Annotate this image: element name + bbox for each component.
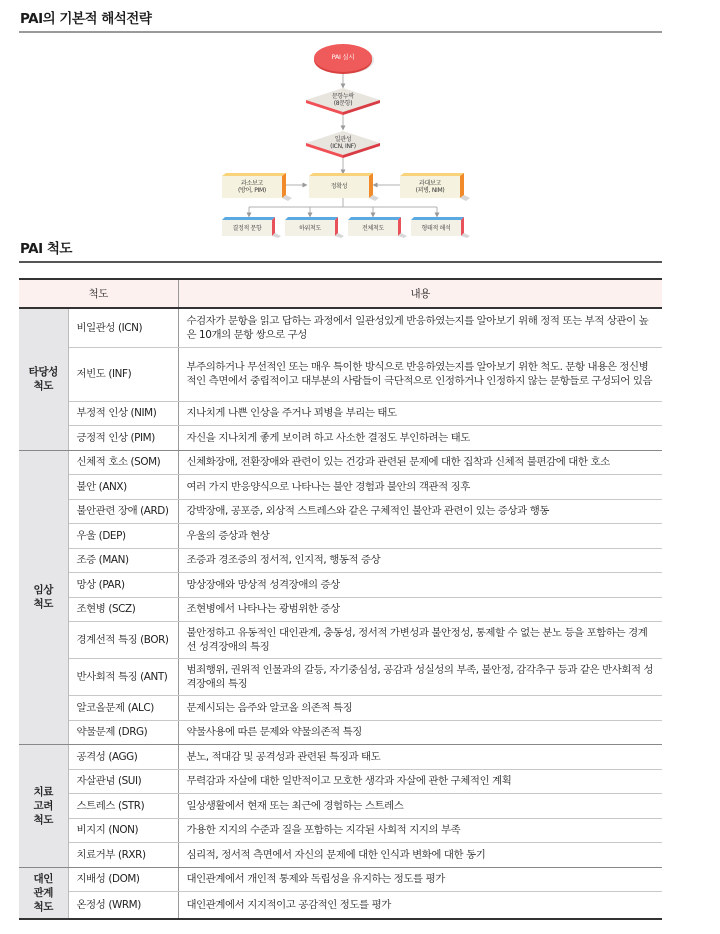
accuracy-label: 정확성 [330,183,348,190]
table-row [19,401,662,425]
scale-desc: 가용한 지지의 수준과 질을 포함하는 지각된 사회적 지지의 부족 [178,818,662,843]
table-row [19,892,662,919]
overreport-label [400,180,460,194]
output-label-subscales: 하위척도 [299,225,321,232]
scale-name: 지배성 (DOM) [68,867,178,892]
flowchart-graphics [0,0,720,240]
scale-name: 알코올문제 (ALC) [68,696,178,721]
group-validity [19,308,68,450]
interpretation-flowchart [0,0,720,240]
scale-desc: 지나치게 나쁜 인상을 주거나 꾀병을 부리는 태도 [178,401,662,425]
scale-desc: 심리적, 정서적 측면에서 자신의 문제에 대한 인식과 변화에 대한 동기 [178,843,662,868]
table-row [19,843,662,868]
start-label: PAI 실시 [331,53,355,61]
consistency-label [318,136,368,150]
group-treatment [19,745,68,868]
scale-desc: 자신을 지나치게 좋게 보이려 하고 사소한 결점도 부인하려는 태도 [178,425,662,450]
scale-desc: 부주의하거나 무선적인 또는 매우 특이한 방식으로 반응하였는지를 알아보기 위한 척도. 문항 내용은 정신병적인 측면에서 중립적이고 대부분의 사람들이 극단적으로 인정하거나 인정하지 않는 문항들로 구성되어 있음 [178,347,662,401]
output-label-full-scales: 전체척도 [362,225,384,232]
header-content: 내용 [178,279,662,308]
scale-desc: 무력감과 자살에 대한 일반적이고 모호한 생각과 자살에 관한 구체적인 계획 [178,769,662,794]
scale-desc: 수검자가 문항을 읽고 답하는 과정에서 일관성있게 반응하였는지를 알아보기 위해 정적 또는 부적 상관이 높은 10개의 문항 쌍으로 구성 [178,308,662,347]
scale-desc: 신체화장애, 전환장애와 관련이 있는 건강과 관련된 문제에 대한 집착과 신체적 불편감에 대한 호소 [178,450,662,475]
scale-name: 온정성 (WRM) [68,892,178,919]
scale-name: 불안관련 장애 (ARD) [68,499,178,524]
scale-name: 공격성 (AGG) [68,745,178,770]
output-label-critical-items: 결정적 문항 [232,225,262,232]
consistency-line2: (ICN, INF) [330,143,356,150]
table-row [19,745,662,770]
table-row [19,450,662,475]
missing-items-line2: (8문항) [333,100,353,107]
group-label-line: 고려 [33,799,53,812]
group-label-line: 관계 [33,886,53,899]
missing-items-line1: 문항누락 [332,93,354,100]
consistency-line1: 일관성 [334,136,352,143]
scale-desc: 대인관계에서 개인적 통제와 독립성을 유지하는 정도를 평가 [178,867,662,892]
scale-name: 우울 (DEP) [68,524,178,549]
table-row [19,308,662,347]
section-title-scales: PAI 척도 [20,241,72,257]
table-row [19,475,662,500]
pai-scale-table [19,278,662,920]
group-clinical [19,450,68,745]
table-row [19,548,662,573]
table-row [19,867,662,892]
scale-name: 저빈도 (INF) [68,347,178,401]
scale-desc: 범죄행위, 권위적 인물과의 갈등, 자기중심성, 공감과 성실성의 부족, 불안정, 감각추구 등과 같은 반사회적 성격장애의 특징 [178,659,662,696]
scale-name: 스트레스 (STR) [68,794,178,819]
underreport-line1: 과소보고 [241,180,263,187]
scale-name: 신체적 호소 (SOM) [68,450,178,475]
scale-name: 망상 (PAR) [68,573,178,598]
scale-desc: 망상장애와 망상적 성격장애의 증상 [178,573,662,598]
table-row [19,696,662,721]
scale-desc: 불안정하고 유동적인 대인관계, 충동성, 정서적 가변성과 불안정성, 통제할 수 없는 분노 등을 포함하는 경계선 성격장애의 특징 [178,622,662,659]
scale-name: 조현병 (SCZ) [68,597,178,622]
table-header-row [19,279,662,308]
table-row [19,573,662,598]
table-row [19,425,662,450]
overreport-line1: 과대보고 [419,180,441,187]
scale-name: 자살관념 (SUI) [68,769,178,794]
table-row [19,347,662,401]
scale-desc: 일상생활에서 현재 또는 최근에 경험하는 스트레스 [178,794,662,819]
scale-name: 치료거부 (RXR) [68,843,178,868]
scale-name: 비일관성 (ICN) [68,308,178,347]
scale-desc: 여러 가지 반응양식으로 나타나는 불안 경험과 불안의 객관적 징후 [178,475,662,500]
table-row [19,524,662,549]
group-label-line: 척도 [33,380,53,393]
group-label-line: 대인 [33,872,53,885]
table-row [19,622,662,659]
output-label-configural: 형태적 해석 [421,225,451,232]
scale-desc: 문제시되는 음주와 알코올 의존적 특징 [178,696,662,721]
section-title-strategy: PAI의 기본적 해석전략 [20,11,152,27]
scale-name: 경계선적 특징 (BOR) [68,622,178,659]
scale-name: 부정적 인상 (NIM) [68,401,178,425]
header-scale: 척도 [19,279,178,308]
scale-desc: 분노, 적대감 및 공격성과 관련된 특징과 태도 [178,745,662,770]
table-row [19,794,662,819]
scale-desc: 대인관계에서 지지적이고 공감적인 정도를 평가 [178,892,662,919]
scale-name: 조증 (MAN) [68,548,178,573]
section-divider [19,261,662,263]
scale-name: 비지지 (NON) [68,818,178,843]
underreport-line2: (방어, PIM) [238,187,266,194]
table-row [19,597,662,622]
underreport-label [222,180,282,194]
scale-desc: 약물사용에 따른 문제와 약물의존적 특징 [178,720,662,745]
table-row [19,659,662,696]
table-row [19,769,662,794]
overreport-line2: (꾀병, NIM) [415,187,445,194]
table-row [19,499,662,524]
scale-desc: 조증과 경조증의 정서적, 인지적, 행동적 증상 [178,548,662,573]
group-label-line: 척도 [33,813,53,826]
group-label-line: 척도 [33,900,53,913]
group-label-line: 척도 [33,598,53,611]
table-row [19,818,662,843]
scale-name: 불안 (ANX) [68,475,178,500]
group-label-line: 임상 [33,584,53,597]
scale-name: 긍정적 인상 (PIM) [68,425,178,450]
scale-desc: 강박장애, 공포증, 외상적 스트레스와 같은 구체적인 불안과 관련이 있는 증상과 행동 [178,499,662,524]
missing-items-label [318,93,368,107]
group-interpersonal [19,867,68,919]
scale-name: 약물문제 (DRG) [68,720,178,745]
group-label-line: 타당성 [28,366,58,379]
group-label-line: 치료 [33,785,53,798]
scale-name: 반사회적 특징 (ANT) [68,659,178,696]
table-row [19,720,662,745]
scale-desc: 조현병에서 나타나는 광범위한 증상 [178,597,662,622]
scale-desc: 우울의 증상과 현상 [178,524,662,549]
